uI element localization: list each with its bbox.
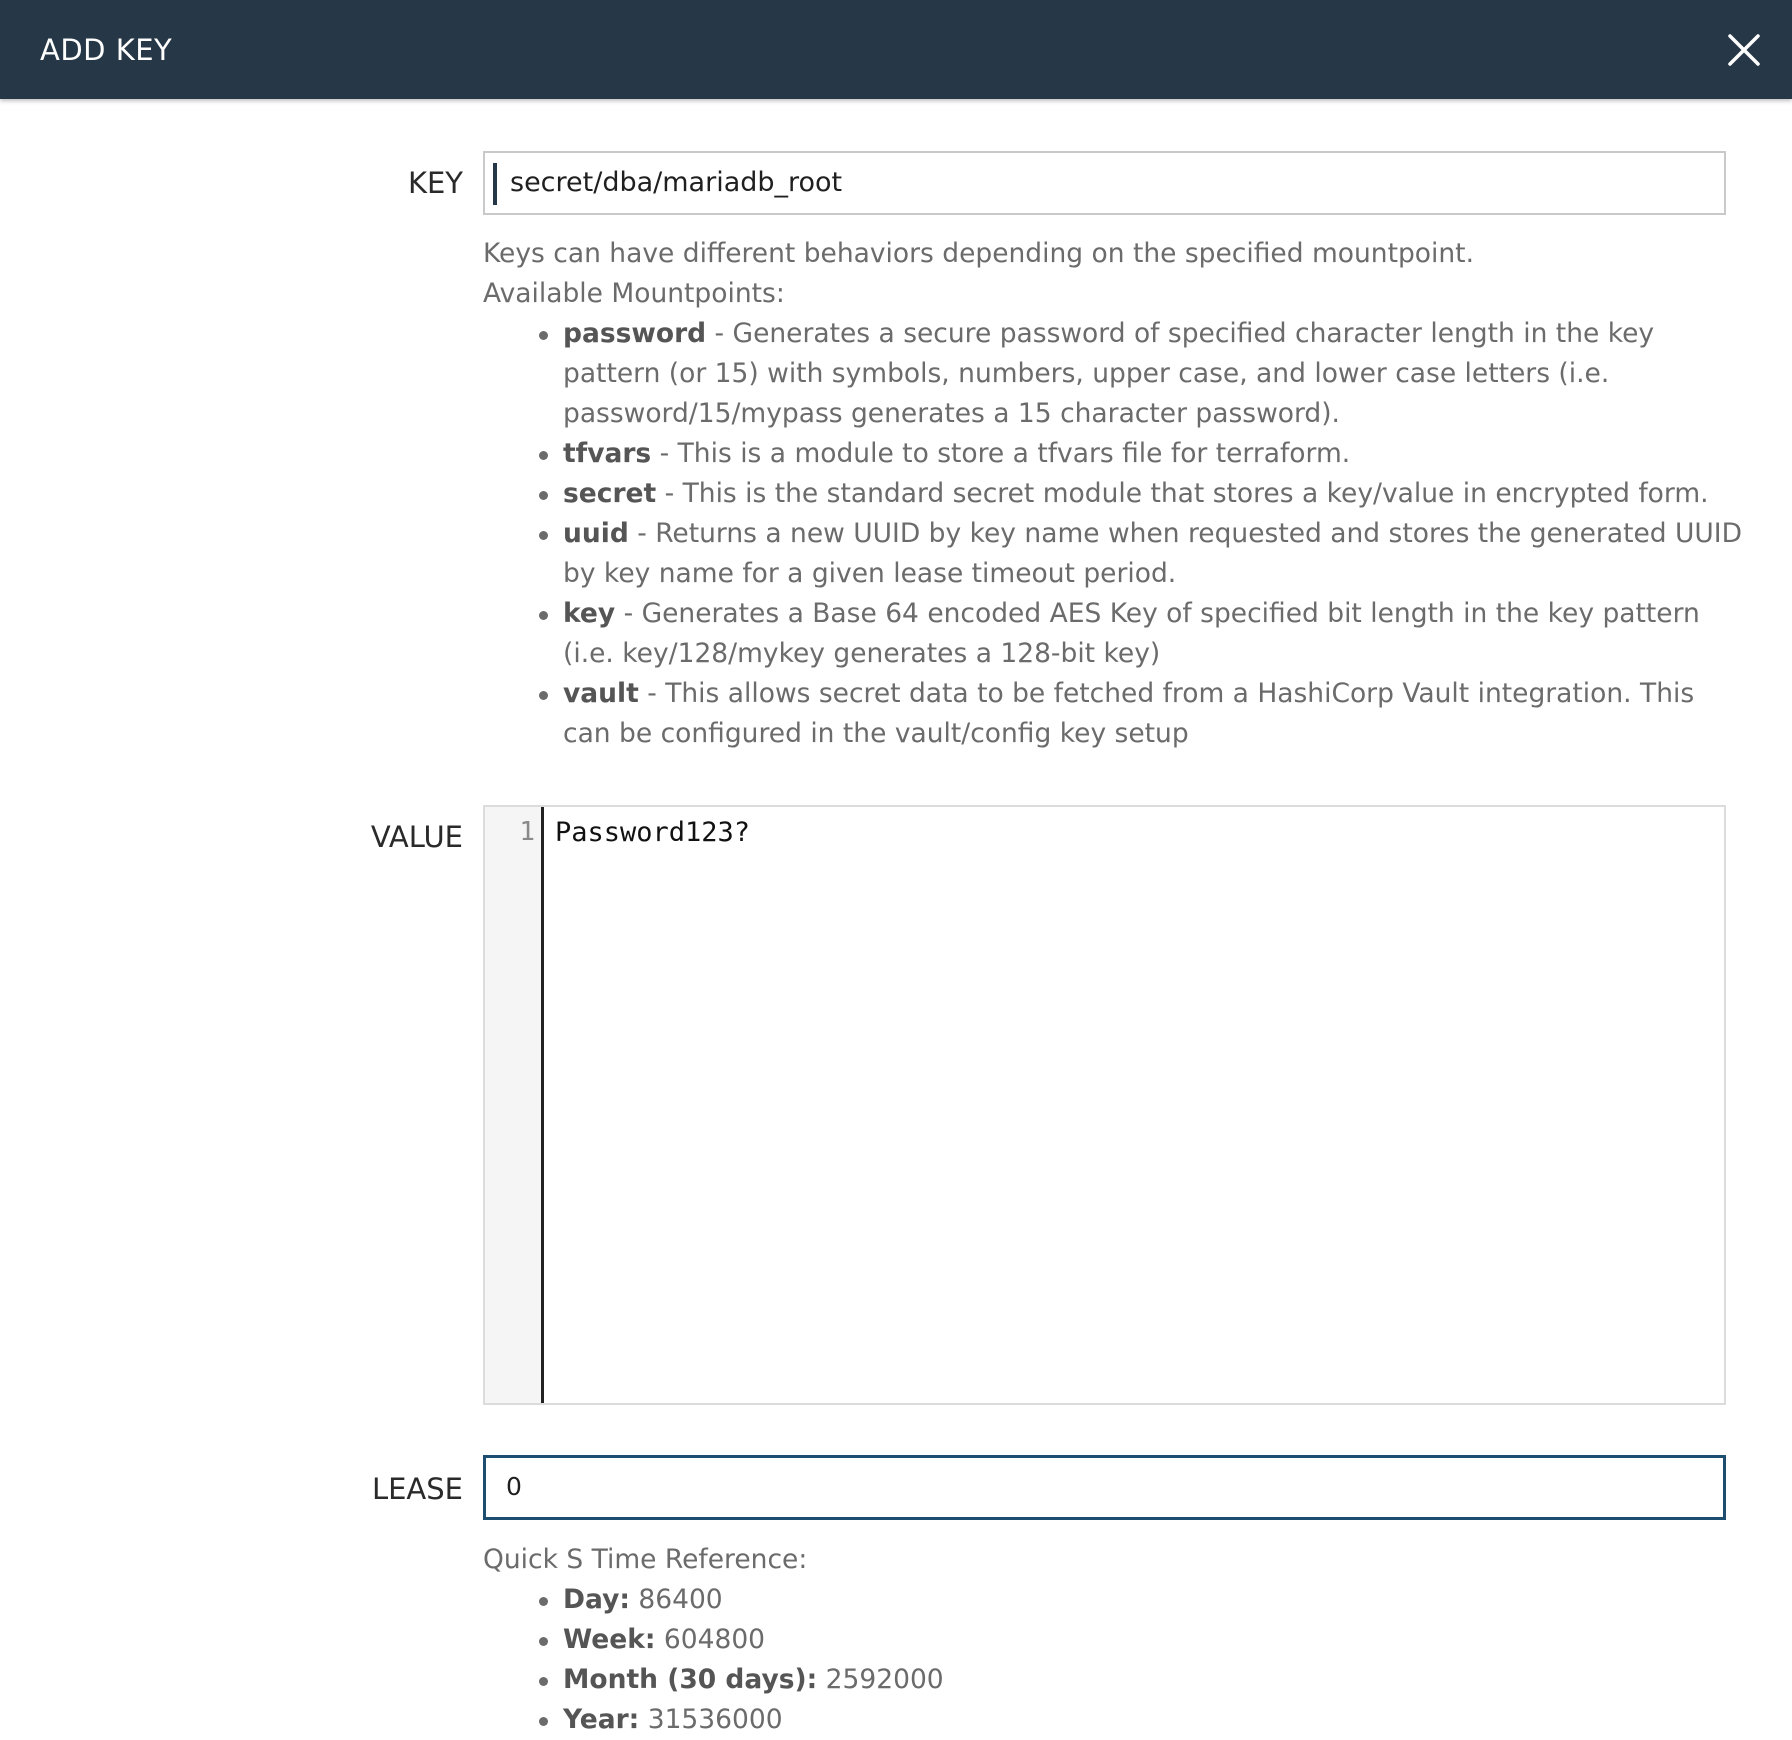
close-button[interactable] (1724, 30, 1764, 70)
mountpoint-desc: - This is a module to store a tfvars file for terraform. (651, 438, 1351, 469)
mountpoint-item (563, 594, 1743, 674)
time-seconds: 31536000 (639, 1704, 783, 1735)
mountpoint-item (563, 514, 1743, 594)
time-reference-item (563, 1660, 1743, 1700)
time-reference-item (563, 1700, 1743, 1740)
time-unit: Month (30 days): (563, 1664, 818, 1695)
value-label: VALUE (370, 820, 463, 854)
mountpoint-item (563, 474, 1743, 514)
editor-gutter (485, 807, 544, 1403)
mountpoint-desc: - Returns a new UUID by key name when requested and stores the generated UUID by key name for a given lease timeout period. (563, 518, 1743, 589)
time-seconds: 2592000 (817, 1664, 944, 1695)
value-editor[interactable] (483, 805, 1726, 1405)
modal-header (0, 0, 1792, 99)
editor-content[interactable]: Password123? (555, 817, 751, 848)
close-icon (1724, 30, 1764, 70)
mountpoint-desc: - This is the standard secret module that stores a key/value in encrypted form. (656, 478, 1709, 509)
lease-label: LEASE (371, 1472, 463, 1506)
key-help-intro: Keys can have different behaviors depending on the specified mountpoint. (483, 238, 1474, 269)
mountpoint-name: secret (563, 478, 657, 509)
mountpoint-name: password (563, 318, 707, 349)
modal-title: ADD KEY (40, 33, 173, 67)
mountpoint-list (483, 314, 1743, 754)
mountpoint-name: uuid (563, 518, 629, 549)
time-reference-item (563, 1580, 1743, 1620)
mountpoint-item (563, 434, 1743, 474)
mountpoint-item (563, 314, 1743, 434)
mountpoints-title: Available Mountpoints: (483, 278, 785, 309)
time-unit: Day: (563, 1584, 630, 1615)
time-reference-item (563, 1620, 1743, 1660)
mountpoint-desc: - Generates a Base 64 encoded AES Key of specified bit length in the key pattern (i.e. key/128/mykey generates a 128-bit key) (563, 598, 1700, 669)
mountpoint-item (563, 674, 1743, 754)
mountpoint-name: key (563, 598, 616, 629)
text-caret (493, 163, 497, 205)
time-unit: Year: (563, 1704, 640, 1735)
time-reference-list (483, 1580, 1743, 1740)
mountpoint-desc: - Generates a secure password of specified character length in the key pattern (or 15) with symbols, numbers, upper case, and lower case letters (i.e. password/15/mypass generates a 15 character password). (563, 318, 1655, 429)
time-reference (483, 1540, 1743, 1740)
time-reference-title: Quick S Time Reference: (483, 1544, 808, 1575)
time-seconds: 86400 (629, 1584, 723, 1615)
key-help (483, 234, 1743, 754)
key-input-value: secret/dba/mariadb_root (510, 167, 843, 198)
mountpoint-desc: - This allows secret data to be fetched from a HashiCorp Vault integration. This can be configured in the vault/config key setup (563, 678, 1695, 749)
mountpoint-name: vault (563, 678, 639, 709)
mountpoint-name: tfvars (563, 438, 652, 469)
key-label: KEY (407, 166, 463, 200)
lease-input[interactable]: 0 (483, 1455, 1726, 1520)
time-unit: Week: (563, 1624, 656, 1655)
line-number: 1 (519, 817, 535, 847)
key-input[interactable] (483, 151, 1726, 215)
time-seconds: 604800 (655, 1624, 766, 1655)
